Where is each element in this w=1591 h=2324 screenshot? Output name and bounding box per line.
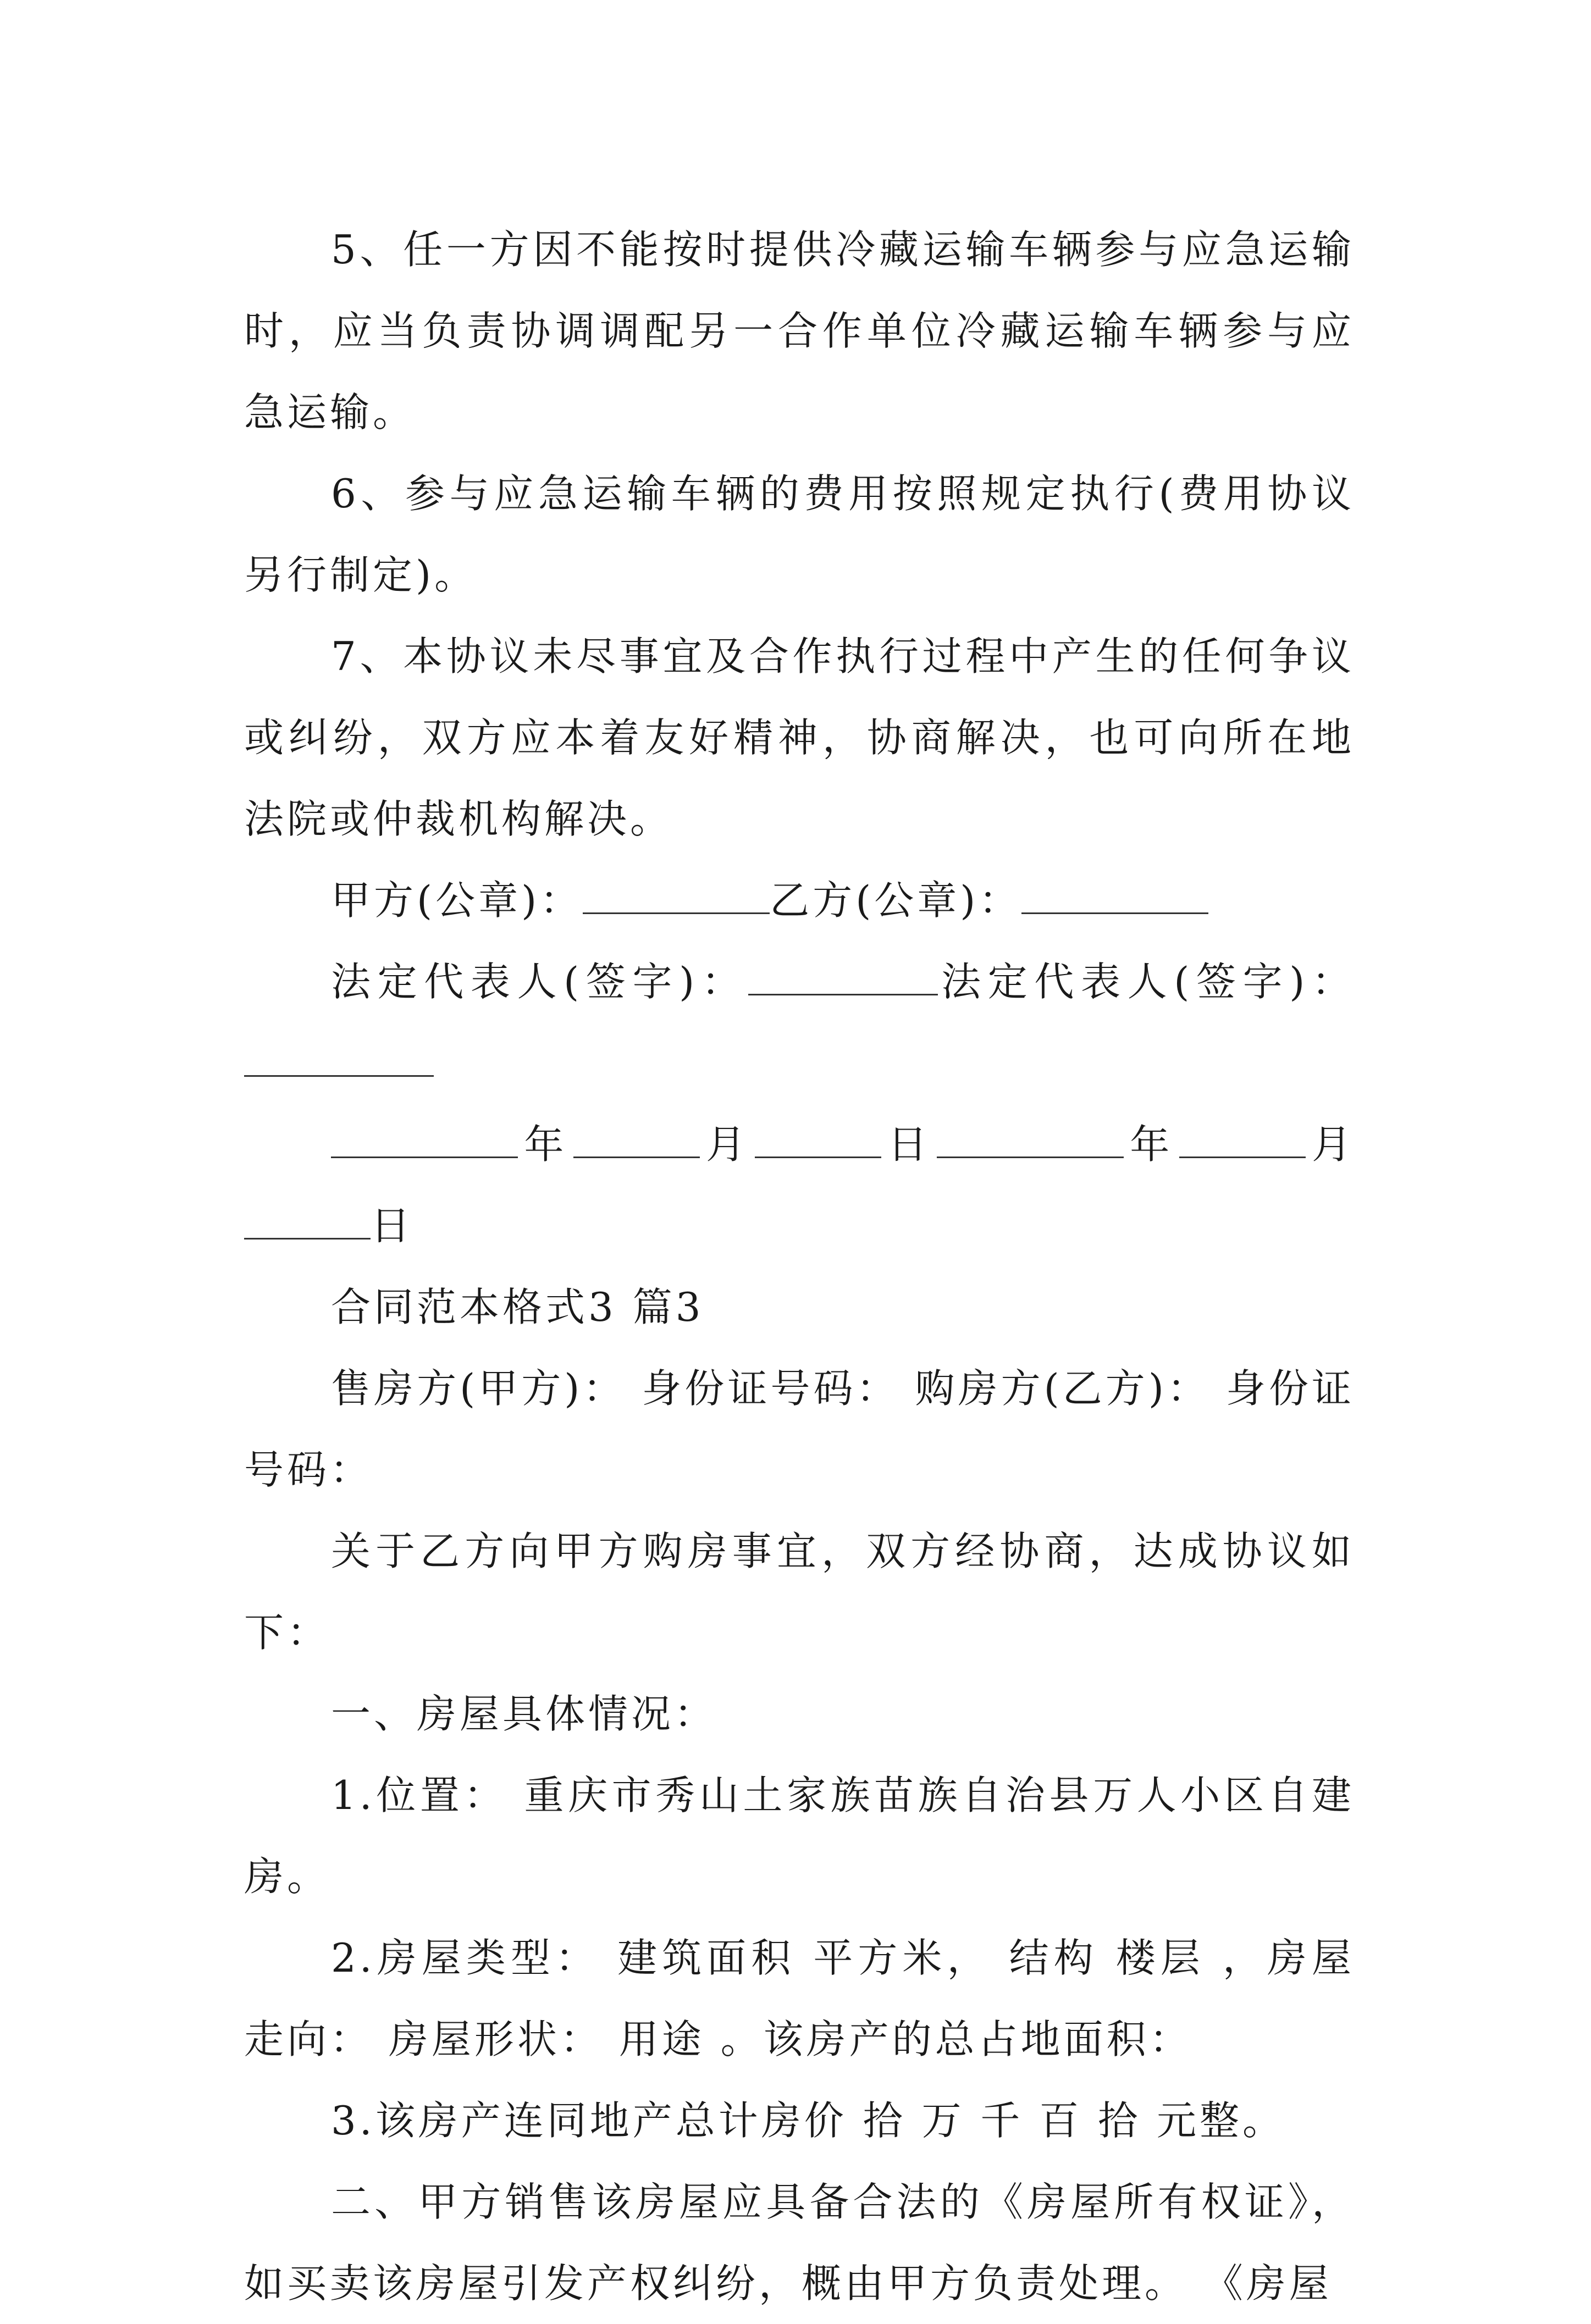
date-a-year: 年 (518, 1121, 573, 1167)
representative-line (244, 941, 1355, 1104)
date-a-day-blank (755, 1121, 881, 1158)
item-house-type: 2.房屋类型： 建筑面积 平方米， 结构 楼层 ，房屋走向： 房屋形状： 用途 。该房产的总占地面积： (244, 1935, 1355, 2062)
date-b-month: 月 (1305, 1121, 1355, 1167)
parties-line: 售房方(甲方)： 身份证号码： 购房方(乙方)： 身份证号码： (244, 1365, 1355, 1493)
intro-line: 关于乙方向甲方购房事宜，双方经协商，达成协议如下： (244, 1528, 1355, 1656)
section-title: 合同范本格式3 篇3 (331, 1284, 704, 1330)
party-b-seal-blank (1021, 877, 1208, 914)
party-b-rep-label: 法定代表人(签字)： (937, 959, 1355, 1005)
clause-7: 7、本协议未尽事宜及合作执行过程中产生的任何争议或纠纷，双方应本着友好精神，协商解决，也可向所在地法院或仲裁机构解决。 (244, 633, 1355, 842)
date-a-year-blank (331, 1121, 518, 1158)
date-b-month-blank (1179, 1121, 1306, 1158)
date-a-month: 月 (699, 1121, 755, 1167)
party-a-rep-label: 法定代表人(签字)： (331, 959, 748, 1005)
document-body (244, 209, 1355, 2324)
date-b-day-blank (244, 1203, 371, 1240)
party-b-rep-blank (244, 1040, 434, 1077)
item-price: 3.该房产连同地产总计房价 拾 万 千 百 拾 元整。 (331, 2098, 1286, 2144)
party-b-seal-label: 乙方(公章)： (770, 877, 1022, 923)
heading-1: 一、房屋具体情况： (331, 1691, 717, 1737)
seal-line (244, 860, 1355, 941)
party-a-rep-blank (748, 959, 938, 995)
date-a-month-blank (573, 1121, 700, 1158)
date-a-day: 日 (881, 1121, 937, 1167)
date-b-year: 年 (1123, 1121, 1179, 1167)
clause-5: 5、任一方因不能按时提供冷藏运输车辆参与应急运输时，应当负责协调调配另一合作单位冷藏运输车辆参与应急运输。 (244, 226, 1355, 435)
party-a-seal-blank (583, 877, 770, 914)
party-a-seal-label: 甲方(公章)： (331, 877, 583, 923)
date-b-year-blank (937, 1121, 1124, 1158)
date-line (244, 1104, 1355, 1266)
clause-6: 6、参与应急运输车辆的费用按照规定执行(费用协议另行制定)。 (244, 471, 1355, 598)
date-b-day: 日 (371, 1203, 414, 1249)
heading-2: 二、甲方销售该房屋应具备合法的《房屋所有权证》，如买卖该房屋引发产权纠纷，概由甲方负责处理。 《房屋 (244, 2179, 1355, 2306)
item-location: 1.位置： 重庆市秀山土家族苗族自治县万人小区自建房。 (244, 1772, 1355, 1900)
